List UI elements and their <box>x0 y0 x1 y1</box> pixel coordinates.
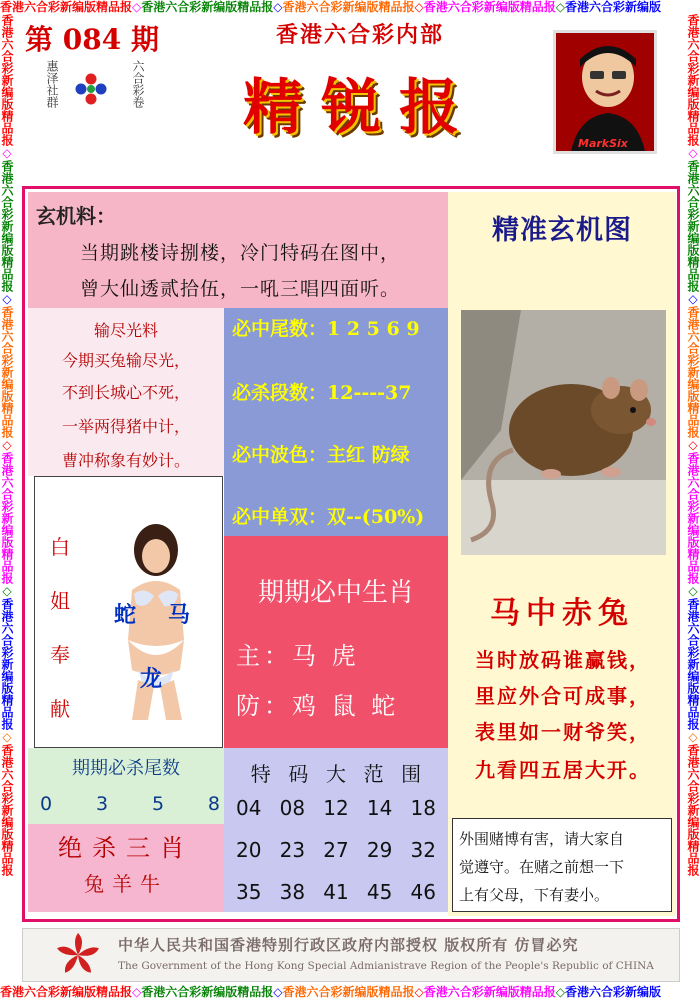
border-text: ◇ <box>0 730 14 744</box>
border-text: 香港六合彩新编版精品报 <box>423 0 556 14</box>
range-number: 04 <box>236 796 262 820</box>
range-number: 27 <box>323 838 349 862</box>
prediction-tail: 必中尾数：1 2 5 6 9 <box>232 318 420 340</box>
range-title-char: 码 <box>288 762 309 786</box>
border-text: ◇ <box>686 730 700 744</box>
border-text: 香港六合彩新编版精品报 <box>686 160 700 292</box>
range-row <box>236 880 436 910</box>
border-text: ◇ <box>0 292 14 306</box>
range-number: 18 <box>410 796 436 820</box>
border-text: 香港六合彩新编版精品报 <box>686 14 700 146</box>
border-text: ◇ <box>0 584 14 598</box>
border-text: ◇ <box>414 0 424 14</box>
xuanji-line-2: 曾大仙透贰拾伍，一吼三唱四面听。 <box>79 278 400 300</box>
photo-zodiac-snake: 蛇 <box>114 602 137 628</box>
shengxiao-main: 主：马 虎 <box>236 642 360 670</box>
footer-chinese-text: 中华人民共和国香港特别行政区政府内部授权 版权所有 仿冒必究 <box>118 936 579 954</box>
range-number: 14 <box>366 796 393 820</box>
range-number: 35 <box>236 880 262 904</box>
warning-line: 觉遵守。在赌之前想一下 <box>459 858 625 876</box>
range-number: 23 <box>279 838 306 862</box>
range-row <box>236 838 436 868</box>
xuanji-line-1: 当期跳楼诗捌楼，冷门特码在图中， <box>79 242 400 264</box>
photo-side-char: 白 <box>50 535 70 559</box>
bauhinia-emblem-icon <box>52 930 104 980</box>
right-subtitle: 马中赤兔 <box>490 596 634 631</box>
border-text: ◇ <box>273 0 283 14</box>
range-title-char: 范 <box>363 762 384 786</box>
top-border-strip <box>0 0 700 14</box>
logo-left-caption: 惠泽社群 <box>45 60 59 108</box>
photo-zodiac-horse: 马 <box>168 602 191 628</box>
portrait-photo <box>553 30 657 154</box>
range-title-char: 围 <box>401 762 422 786</box>
kill-zodiac-title: 绝杀三肖 <box>58 834 194 862</box>
border-text: 香港六合彩新编版精品报 <box>0 160 14 292</box>
warning-line: 上有父母，下有妻小。 <box>459 886 610 904</box>
shujin-line: 不到长城心不死， <box>61 383 190 402</box>
border-text: ◇ <box>0 438 14 452</box>
kill-tail-title: 期期必杀尾数 <box>72 758 180 779</box>
range-number: 12 <box>323 796 349 820</box>
rat-photo <box>461 310 666 555</box>
border-text: 香港六合彩新编版精品报 <box>141 0 274 14</box>
border-text: ◇ <box>555 0 565 14</box>
kill-tail-digit: 8 <box>207 793 220 815</box>
left-border-strip <box>0 14 14 984</box>
border-text: 香港六合彩新编版 <box>565 0 662 14</box>
shujin-line: 今期买兔输尽光， <box>61 351 190 370</box>
prediction-color: 必中波色：主红 防绿 <box>232 444 410 466</box>
border-text: ◇ <box>686 146 700 160</box>
photo-side-char: 姐 <box>50 589 70 613</box>
border-text: 香港六合彩新编版精品报 <box>0 985 133 999</box>
newspaper-title: 精锐报 <box>243 73 477 143</box>
range-number: 46 <box>410 880 436 904</box>
border-text: 香港六合彩新编版精品报 <box>686 598 700 730</box>
logo-right-caption: 六合彩卷 <box>131 60 145 108</box>
range-title <box>224 758 448 786</box>
xuanji-heading: 玄机料： <box>36 204 116 228</box>
kill-tail-digits <box>40 793 220 819</box>
range-number: 45 <box>366 880 393 904</box>
range-number: 38 <box>279 880 306 904</box>
kill-zodiac-items: 兔羊牛 <box>84 872 168 896</box>
warning-line: 外围赌博有害，请大家自 <box>459 830 625 848</box>
border-text: 香港六合彩新编版精品报 <box>0 452 14 584</box>
border-text: 香港六合彩新编版精品报 <box>0 14 14 146</box>
footer-english-text: The Government of the Hong Kong Special Admianistrave Region of the People's Republic of CHINA <box>118 960 654 972</box>
range-title-char: 特 <box>250 762 271 786</box>
border-text: 香港六合彩新编版精品报 <box>0 306 14 438</box>
border-text: ◇ <box>686 438 700 452</box>
photo-side-text <box>50 520 74 736</box>
border-text: 香港六合彩新编版精品报 <box>0 744 14 876</box>
poem-line: 表里如一财爷笑， <box>475 720 651 744</box>
right-border-strip <box>686 14 700 984</box>
shujin-line: 一举两得猪中计， <box>61 417 190 436</box>
shujin-line: 曹冲称象有妙计。 <box>61 451 190 470</box>
border-text: ◇ <box>273 985 283 999</box>
shengxiao-guard: 防：鸡 鼠 蛇 <box>236 692 400 720</box>
border-text: ◇ <box>686 292 700 306</box>
range-title-char: 大 <box>325 762 346 786</box>
range-row <box>236 796 436 826</box>
range-number: 08 <box>279 796 306 820</box>
range-number: 29 <box>366 838 393 862</box>
poem-line: 当时放码谁赢钱， <box>475 648 651 672</box>
portrait-figure-icon <box>556 33 657 154</box>
border-text: 香港六合彩新编版精品报 <box>282 0 415 14</box>
prediction-segment: 必杀段数：12----37 <box>232 382 412 404</box>
border-text: ◇ <box>132 0 142 14</box>
border-text: ◇ <box>686 584 700 598</box>
range-number: 20 <box>236 838 262 862</box>
photo-side-char: 献 <box>50 697 70 721</box>
border-text: 香港六合彩新编版精品报 <box>0 0 133 14</box>
photo-zodiac-dragon: 龙 <box>140 666 163 692</box>
border-text: 香港六合彩新编版精品报 <box>686 306 700 438</box>
right-title: 精准玄机图 <box>492 215 632 246</box>
newspaper-subtitle: 香港六合彩内部 <box>275 22 444 48</box>
rat-icon <box>461 310 666 555</box>
border-text: 香港六合彩新编版精品报 <box>282 985 415 999</box>
poem-line: 九看四五居大开。 <box>475 758 651 782</box>
border-text: 香港六合彩新编版精品报 <box>0 598 14 730</box>
border-text: ◇ <box>555 985 565 999</box>
border-text: ◇ <box>0 146 14 160</box>
border-text: 香港六合彩新编版精品报 <box>141 985 274 999</box>
border-text: ◇ <box>414 985 424 999</box>
kill-tail-digit: 3 <box>95 793 109 815</box>
border-text: ◇ <box>132 985 142 999</box>
range-number: 32 <box>410 838 436 862</box>
range-number: 41 <box>323 880 349 904</box>
border-text: 香港六合彩新编版精品报 <box>423 985 556 999</box>
gambling-warning <box>452 818 672 912</box>
border-text: 香港六合彩新编版 <box>565 985 662 999</box>
bottom-border-strip <box>0 985 700 1000</box>
kill-tail-digit: 5 <box>151 793 165 815</box>
shengxiao-title: 期期必中生肖 <box>257 578 414 608</box>
photo-side-char: 奉 <box>50 643 70 667</box>
prediction-odd-even: 必中单双：双--(50%) <box>232 506 425 528</box>
poem-line: 里应外合可成事， <box>475 684 651 708</box>
marksix-brand: MarkSix <box>578 137 628 150</box>
border-text: 香港六合彩新编版精品报 <box>686 452 700 584</box>
shujin-title: 输尽光料 <box>93 321 158 340</box>
border-text: 香港六合彩新编版精品报 <box>686 744 700 876</box>
lottery-logo-icon <box>74 72 108 106</box>
kill-tail-digit: 0 <box>40 793 53 815</box>
issue-number: 第 084 期 <box>25 23 159 56</box>
